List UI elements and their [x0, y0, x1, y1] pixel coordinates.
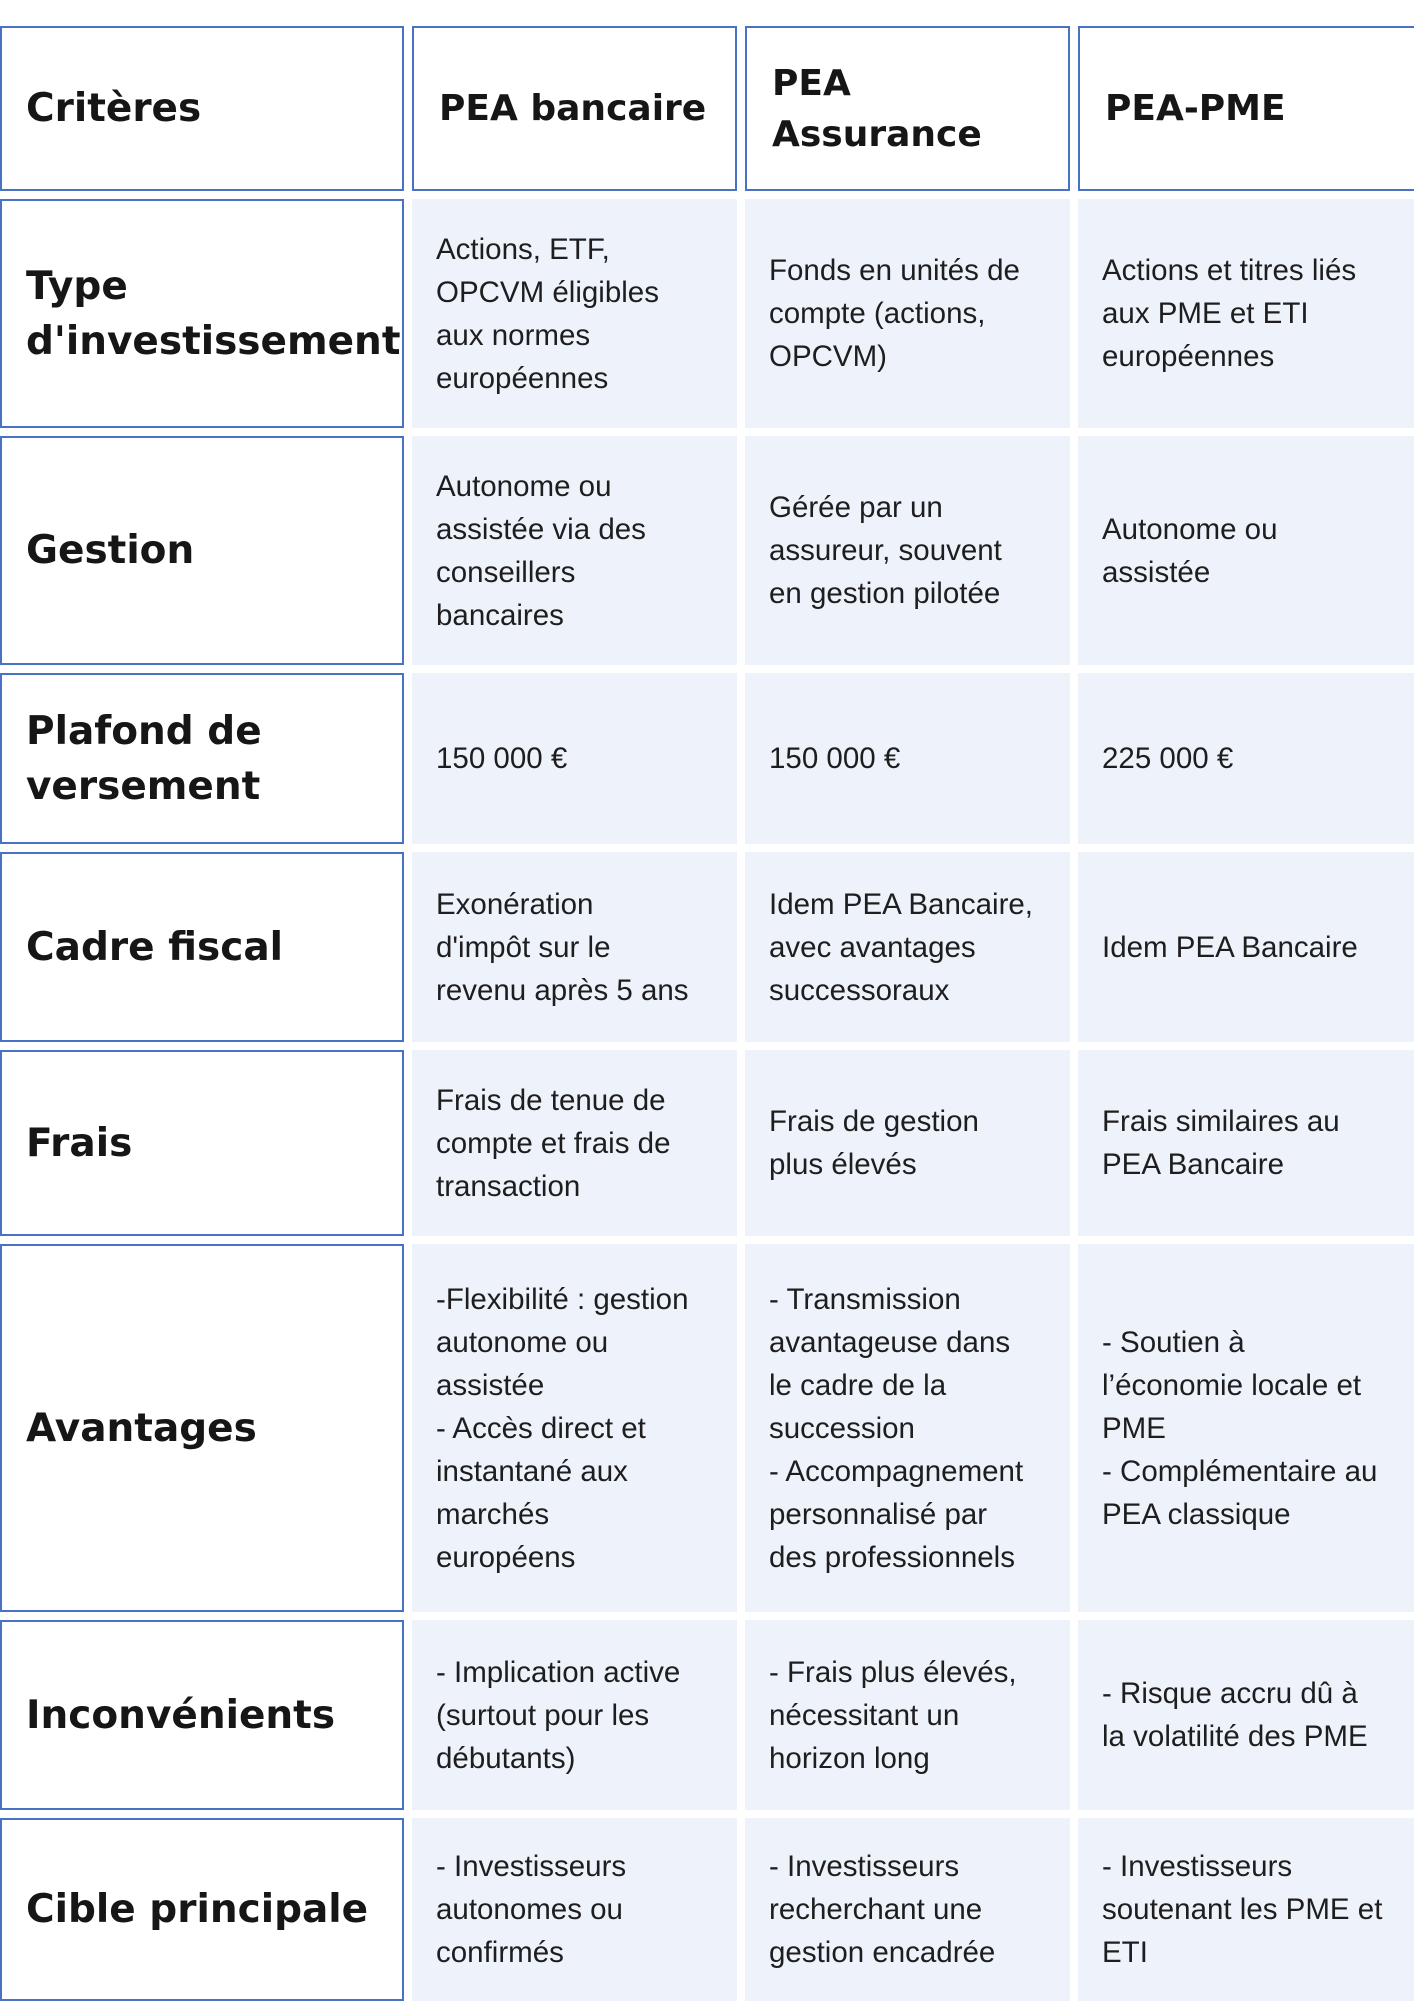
- criterion-label: Type d'investissement: [26, 263, 401, 364]
- value-cell: [412, 1818, 737, 2001]
- value-cell: [1078, 1050, 1414, 1236]
- value-text: Actions et titres liés aux PME et ETI européennes: [1102, 254, 1357, 373]
- criterion-label: Gestion: [26, 528, 195, 573]
- value-text: - Transmission avantageuse dans le cadre de la succession - Accompagnement personnalisé par des professionnels: [769, 1282, 1024, 1574]
- comparison-table: [0, 26, 1414, 2001]
- value-text: Frais de tenue de compte et frais de transaction: [436, 1083, 671, 1203]
- value-cell: [1078, 1620, 1414, 1810]
- value-cell: [412, 1050, 737, 1236]
- value-cell: [745, 199, 1070, 428]
- criterion-frais: [0, 1050, 404, 1236]
- value-text: Idem PEA Bancaire, avec avantages successoraux: [769, 887, 1034, 1007]
- value-cell: [745, 1818, 1070, 2001]
- criterion-label: Cible principale: [26, 1887, 369, 1932]
- header-pea-bancaire: [412, 26, 737, 191]
- header-label: PEA bancaire: [439, 88, 707, 129]
- criterion-cible-principale: [0, 1818, 404, 2001]
- value-text: -Flexibilité : gestion autonome ou assistée - Accès direct et instantané aux marchés européens: [436, 1282, 689, 1574]
- value-text: 150 000 €: [436, 742, 568, 775]
- criterion-label: Frais: [26, 1120, 133, 1166]
- value-cell: [1078, 1818, 1414, 2001]
- header-criteria: [0, 26, 404, 191]
- value-cell: [1078, 673, 1414, 844]
- value-text: Fonds en unités de compte (actions, OPCVM): [769, 254, 1020, 373]
- value-cell: [745, 1244, 1070, 1612]
- value-text: Actions, ETF, OPCVM éligibles aux normes européennes: [436, 232, 659, 395]
- value-text: - Implication active (surtout pour les débutants): [436, 1655, 681, 1775]
- value-cell: [745, 436, 1070, 665]
- value-cell: [745, 1050, 1070, 1236]
- value-text: 225 000 €: [1102, 742, 1234, 775]
- header-pea-pme: [1078, 26, 1414, 191]
- value-text: Exonération d'impôt sur le revenu après 5 ans: [436, 887, 689, 1007]
- criterion-cadre-fiscal: [0, 852, 404, 1042]
- criterion-gestion: [0, 436, 404, 665]
- header-label: PEA-PME: [1105, 88, 1286, 129]
- value-text: - Soutien à l’économie locale et PME - Complémentaire au PEA classique: [1102, 1325, 1378, 1531]
- value-cell: [412, 1620, 737, 1810]
- value-text: Gérée par un assureur, souvent en gestion pilotée: [769, 491, 1002, 610]
- header-label: PEA Assurance: [772, 62, 982, 155]
- value-cell: [745, 673, 1070, 844]
- value-text: Idem PEA Bancaire: [1102, 930, 1358, 964]
- value-text: Autonome ou assistée via des conseillers bancaires: [436, 469, 646, 632]
- value-cell: [1078, 1244, 1414, 1612]
- value-text: - Investisseurs autonomes ou confirmés: [436, 1850, 627, 1969]
- value-cell: [412, 673, 737, 844]
- value-text: - Investisseurs recherchant une gestion encadrée: [769, 1850, 996, 1969]
- value-text: - Investisseurs soutenant les PME et ETI: [1102, 1850, 1383, 1969]
- value-cell: [745, 1620, 1070, 1810]
- criterion-inconvenients: [0, 1620, 404, 1810]
- value-text: 150 000 €: [769, 742, 901, 775]
- value-text: Frais similaires au PEA Bancaire: [1102, 1105, 1340, 1181]
- criterion-label: Avantages: [26, 1405, 257, 1451]
- criterion-label: Plafond de versement: [26, 708, 262, 809]
- value-cell: [1078, 436, 1414, 665]
- value-text: - Frais plus élevés, nécessitant un horizon long: [769, 1655, 1017, 1775]
- value-cell: [745, 852, 1070, 1042]
- value-cell: [412, 1244, 737, 1612]
- header-label: Critères: [26, 86, 202, 131]
- criterion-plafond: [0, 673, 404, 844]
- value-cell: [412, 852, 737, 1042]
- value-text: Autonome ou assistée: [1102, 512, 1278, 589]
- criterion-label: Cadre fiscal: [26, 924, 284, 970]
- criterion-type-investissement: [0, 199, 404, 428]
- value-text: Frais de gestion plus élevés: [769, 1105, 979, 1181]
- value-cell: [1078, 199, 1414, 428]
- criterion-label: Inconvénients: [26, 1692, 336, 1738]
- value-cell: [412, 199, 737, 428]
- value-text: - Risque accru dû à la volatilité des PME: [1102, 1677, 1368, 1753]
- criterion-avantages: [0, 1244, 404, 1612]
- value-cell: [412, 436, 737, 665]
- header-pea-assurance: [745, 26, 1070, 191]
- value-cell: [1078, 852, 1414, 1042]
